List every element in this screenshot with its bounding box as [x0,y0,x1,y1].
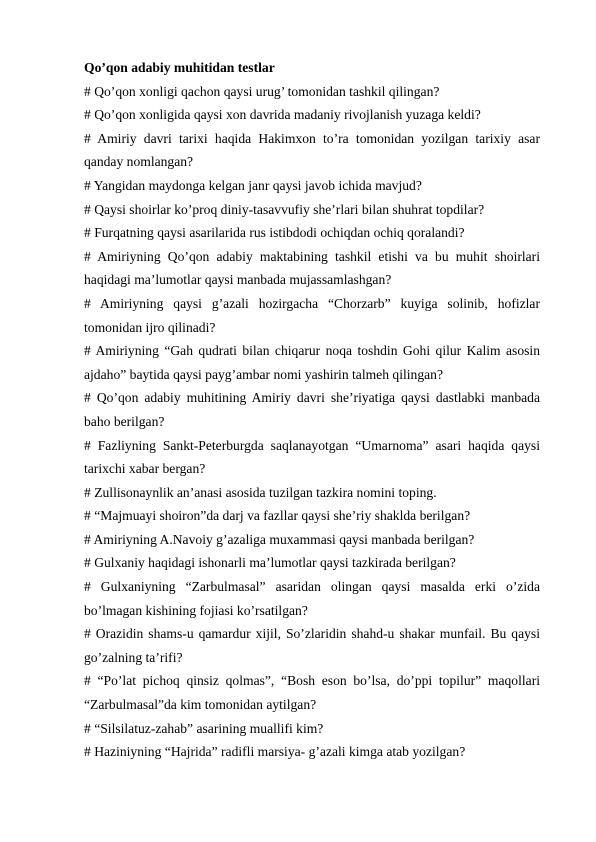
question-19: # “Silsilatuz-zahab” asarining muallifi kim? [84,720,324,736]
question-16: # Gulxaniyning “Zarbulmasal” asaridan olingan qaysi masalda erki o’zida bo’lmagan kishining fojiasi ko’rsatilgan? [84,579,540,618]
question-8: # Amiriyning qaysi g’azali hozirgacha “Chorzarb” kuyiga solinib, hofizlar tomonidan ijro qilinadi? [84,295,540,335]
document-title: Qo’qon adabiy muhitidan testlar [84,60,275,75]
question-12: # Zullisonaynlik an’anasi asosida tuzilgan tazkira nomini toping. [84,484,437,500]
question-4: # Yangidan maydonga kelgan janr qaysi javob ichida mavjud? [84,177,422,193]
question-9: # Amiriyning “Gah qudrati bilan chiqarur noqa toshdin Gohi qilur Kalim asosin ajdaho” baytida qaysi payg’ambar nomi yashirin talmeh qilingan? [84,343,540,382]
question-20: # Haziniyning “Hajrida” radifli marsiya- g’azali kimga atab yozilgan? [84,744,466,760]
question-11: # Fazliyning Sankt-Peterburgda saqlanayotgan “Umarnoma” asari haqida qaysi tarixchi xabar bergan? [84,437,540,477]
question-15: # Gulxaniy haqidagi ishonarli ma’lumotlar qaysi tazkirada berilgan? [84,555,456,571]
question-7: # Amiriyning Qo’qon adabiy maktabining tashkil etishi va bu muhit shoirlari haqidagi ma’lumotlar qaysi manbada mujassamlashgan? [84,248,540,288]
question-2: # Qo’qon xonligida qaysi xon davrida madaniy rivojlanish yuzaga keldi? [84,107,481,123]
document-page [84,56,540,764]
question-1: # Qo’qon xonligi qachon qaysi urug’ tomonidan tashkil qilingan? [84,83,440,99]
question-3: # Amiriy davri tarixi haqida Hakimxon to’ra tomonidan yozilgan tarixiy asar qanday nomlangan? [84,130,540,170]
question-6: # Furqatning qaysi asarilarida rus istibdodi ochiqdan ochiq qoralandi? [84,225,465,241]
question-17: # Orazidin shams-u qamardur xijil, So’zlaridin shahd-u shakar munfail. Bu qaysi go’zalning ta’rifi? [84,626,540,665]
question-13: # “Majmuayi shoiron”da darj va fazllar qaysi she’riy shaklda berilgan? [84,508,471,524]
question-10: # Qo’qon adabiy muhitining Amiriy davri she’riyatiga qaysi dastlabki manbada baho berilgan? [84,390,540,429]
question-14: # Amiriyning A.Navoiy g’azaliga muxammasi qaysi manbada berilgan? [84,531,475,547]
question-18: # “Po’lat pichoq qinsiz qolmas”, “Bosh eson bo’lsa, do’ppi topilur” maqollari “Zarbulmasal”da kim tomonidan aytilgan? [84,673,540,713]
question-5: # Qaysi shoirlar ko’proq diniy-tasavvufiy she’rlari bilan shuhrat topdilar? [84,201,485,217]
